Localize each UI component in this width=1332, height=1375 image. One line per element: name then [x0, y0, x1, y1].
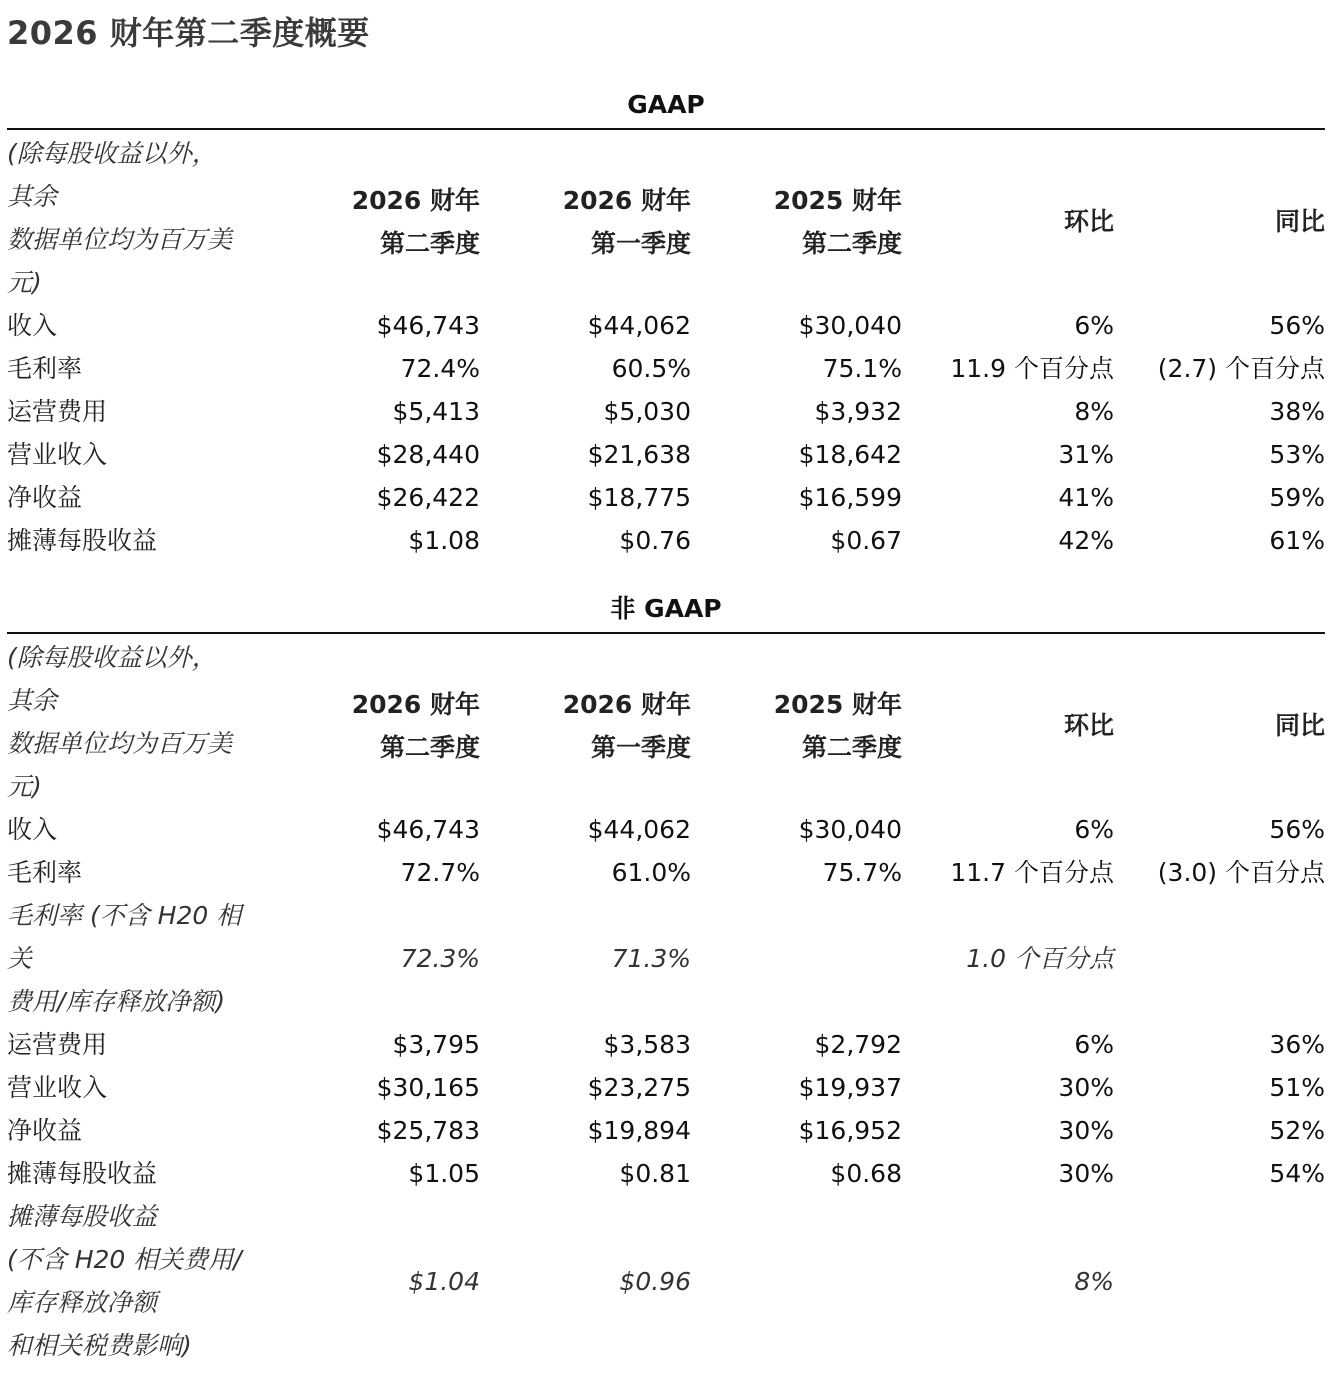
cell-value: 75.1%	[822, 354, 902, 383]
col-header-line: 2026 财年	[562, 186, 691, 215]
col-header-line: 第二季度	[801, 229, 902, 258]
units-note	[7, 132, 297, 304]
units-note-line: 数据单位均为百万美	[7, 729, 233, 758]
table-row	[7, 519, 1325, 562]
cell-value: (3.0) 个百分点	[1157, 858, 1325, 887]
cell-value: $19,894	[587, 1116, 691, 1145]
row-label: 运营费用	[7, 397, 108, 426]
col-header-fy26-q2	[280, 179, 480, 265]
cell-value: 6%	[1074, 1030, 1114, 1059]
cell-value: $16,599	[798, 483, 902, 512]
cell-value: $44,062	[587, 815, 691, 844]
cell-value: $18,775	[587, 483, 691, 512]
col-header-line: 第二季度	[379, 733, 480, 762]
col-header-line: 2025 财年	[773, 186, 902, 215]
cell-value: 75.7%	[822, 858, 902, 887]
cell-value: $46,743	[376, 311, 480, 340]
table-row	[7, 1152, 1325, 1195]
table-row	[7, 304, 1325, 347]
col-header-yoy: 同比	[1274, 711, 1325, 740]
col-header-fy26-q2	[280, 683, 480, 769]
row-label: 摊薄每股收益	[7, 526, 158, 555]
section-divider	[7, 128, 1325, 130]
cell-value: 6%	[1074, 815, 1114, 844]
row-label-line: (不含 H20 相关费用/	[7, 1245, 242, 1274]
units-note	[7, 636, 297, 808]
row-label: 营业收入	[7, 440, 108, 469]
cell-value: $0.67	[830, 526, 902, 555]
cell-value: $0.81	[619, 1159, 691, 1188]
units-note-line: (除每股收益以外，	[7, 139, 217, 168]
col-header-line: 第一季度	[590, 733, 691, 762]
table-row	[7, 1109, 1325, 1152]
units-note-line: 数据单位均为百万美	[7, 225, 233, 254]
units-note-line: (除每股收益以外，	[7, 643, 217, 672]
row-label: 摊薄每股收益	[7, 1159, 158, 1188]
cell-value: 41%	[1058, 483, 1114, 512]
cell-value: $21,638	[587, 440, 691, 469]
cell-value: $3,583	[603, 1030, 691, 1059]
table-row	[7, 476, 1325, 519]
cell-value: $25,783	[376, 1116, 480, 1145]
table-row	[7, 347, 1325, 390]
col-header-qoq: 环比	[1063, 207, 1114, 236]
cell-value: 61%	[1269, 526, 1325, 555]
row-label: 运营费用	[7, 1030, 108, 1059]
cell-value: 30%	[1058, 1073, 1114, 1102]
cell-value: 72.7%	[400, 858, 480, 887]
cell-value: $1.05	[408, 1159, 480, 1188]
units-note-line: 其余	[7, 686, 58, 715]
units-note-line: 元)	[7, 268, 42, 297]
cell-value: 8%	[1074, 397, 1114, 426]
cell-value: 6%	[1074, 311, 1114, 340]
table-row	[7, 390, 1325, 433]
cell-value: 42%	[1058, 526, 1114, 555]
cell-value: 54%	[1269, 1159, 1325, 1188]
cell-value: 8%	[1074, 1267, 1114, 1296]
cell-value: $3,795	[392, 1030, 480, 1059]
cell-value: $1.08	[408, 526, 480, 555]
cell-value: $0.68	[830, 1159, 902, 1188]
col-header-line: 2026 财年	[351, 186, 480, 215]
cell-value: $16,952	[798, 1116, 902, 1145]
row-label: 收入	[7, 815, 58, 844]
cell-value: 52%	[1269, 1116, 1325, 1145]
cell-value: $23,275	[587, 1073, 691, 1102]
cell-value: 53%	[1269, 440, 1325, 469]
cell-value: $46,743	[376, 815, 480, 844]
col-header-line: 2025 财年	[773, 690, 902, 719]
col-header-line: 第一季度	[590, 229, 691, 258]
col-header-fy25-q2	[702, 179, 902, 265]
cell-value: 72.3%	[400, 944, 480, 973]
cell-value: $3,932	[814, 397, 902, 426]
row-label: 毛利率	[7, 858, 83, 887]
row-label: 收入	[7, 311, 58, 340]
cell-value: $0.96	[619, 1267, 691, 1296]
cell-value: 31%	[1058, 440, 1114, 469]
row-label: 营业收入	[7, 1073, 108, 1102]
row-label-line: 库存释放净额	[7, 1288, 158, 1317]
row-label-line: 费用/库存释放净额)	[7, 987, 226, 1016]
cell-value: $0.76	[619, 526, 691, 555]
table-row	[7, 433, 1325, 476]
row-label: 净收益	[7, 483, 83, 512]
col-header-qoq: 环比	[1063, 711, 1114, 740]
row-label-line: 关	[7, 944, 33, 973]
cell-value: 1.0 个百分点	[966, 944, 1114, 973]
row-label: 毛利率	[7, 354, 83, 383]
cell-value: $5,030	[603, 397, 691, 426]
cell-value: $5,413	[392, 397, 480, 426]
col-header-fy26-q1	[491, 179, 691, 265]
page-title: 2026 财年第二季度概要	[7, 14, 370, 52]
col-header-fy25-q2	[702, 683, 902, 769]
table-header	[7, 636, 1325, 808]
table-header	[7, 132, 1325, 304]
cell-value: 11.7 个百分点	[950, 858, 1114, 887]
cell-value: 59%	[1269, 483, 1325, 512]
cell-value: 56%	[1269, 311, 1325, 340]
units-note-line: 元)	[7, 772, 42, 801]
cell-value: $1.04	[408, 1267, 480, 1296]
table-row	[7, 851, 1325, 894]
section-heading: GAAP	[627, 90, 705, 119]
cell-value: $18,642	[798, 440, 902, 469]
cell-value: 61.0%	[611, 858, 691, 887]
cell-value: 71.3%	[611, 944, 691, 973]
cell-value: $19,937	[798, 1073, 902, 1102]
row-label-line: 毛利率 (不含 H20 相	[7, 901, 242, 930]
cell-value: $28,440	[376, 440, 480, 469]
col-header-line: 2026 财年	[562, 690, 691, 719]
cell-value: 30%	[1058, 1116, 1114, 1145]
row-label-line: 摊薄每股收益	[7, 1202, 158, 1231]
col-header-yoy: 同比	[1274, 207, 1325, 236]
cell-value: $2,792	[814, 1030, 902, 1059]
table-row	[7, 1066, 1325, 1109]
gaap-section	[7, 85, 1325, 565]
table-row	[7, 808, 1325, 851]
cell-value: $26,422	[376, 483, 480, 512]
units-note-line: 其余	[7, 182, 58, 211]
cell-value: 56%	[1269, 815, 1325, 844]
section-heading: 非 GAAP	[610, 594, 722, 623]
cell-value: $44,062	[587, 311, 691, 340]
cell-value: 36%	[1269, 1030, 1325, 1059]
non-gaap-section	[7, 589, 1325, 1369]
section-divider	[7, 632, 1325, 634]
col-header-line: 第二季度	[801, 733, 902, 762]
col-header-line: 2026 财年	[351, 690, 480, 719]
col-header-fy26-q1	[491, 683, 691, 769]
cell-value: 72.4%	[400, 354, 480, 383]
table-row	[7, 1023, 1325, 1066]
cell-value: 51%	[1269, 1073, 1325, 1102]
cell-value: 30%	[1058, 1159, 1114, 1188]
cell-value: (2.7) 个百分点	[1157, 354, 1325, 383]
row-label-line: 和相关税费影响)	[7, 1331, 192, 1360]
table-row	[7, 1260, 1325, 1303]
col-header-line: 第二季度	[379, 229, 480, 258]
table-row	[7, 937, 1325, 980]
cell-value: $30,165	[376, 1073, 480, 1102]
cell-value: $30,040	[798, 311, 902, 340]
row-label: 净收益	[7, 1116, 83, 1145]
cell-value: $30,040	[798, 815, 902, 844]
cell-value: 60.5%	[611, 354, 691, 383]
cell-value: 38%	[1269, 397, 1325, 426]
cell-value: 11.9 个百分点	[950, 354, 1114, 383]
